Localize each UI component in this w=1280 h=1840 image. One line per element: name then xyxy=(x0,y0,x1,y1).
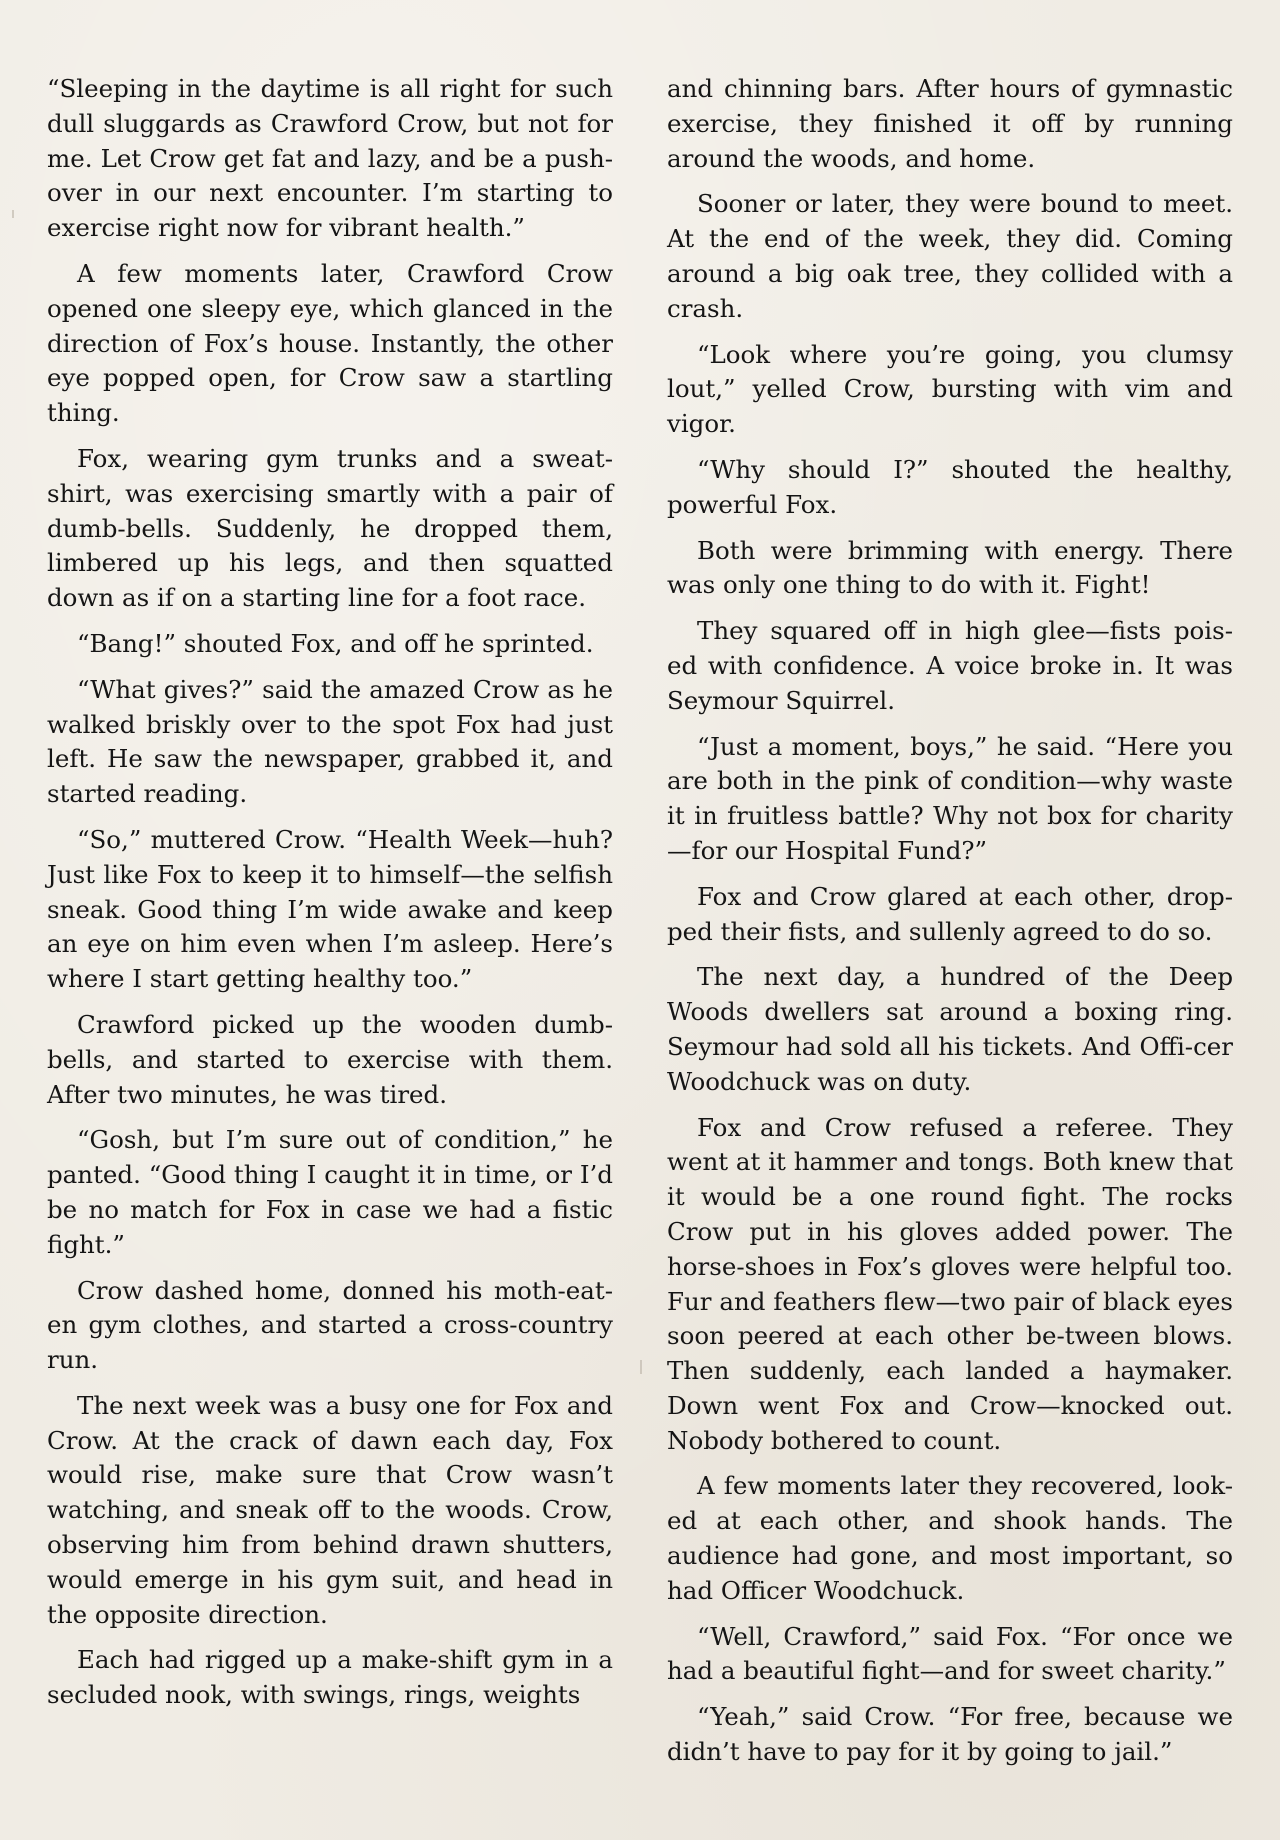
paragraph: “Gosh, but I’m sure out of condition,” he panted. “Good thing I caught it in time, or I’d be no match for Fox in case we had a fistic fight.” xyxy=(47,1125,613,1259)
paragraph: Crawford picked up the wooden dumb-bells, and started to exercise with them. After two minutes, he was tired. xyxy=(47,1009,613,1109)
paragraph: Crow dashed home, donned his moth-eat-en gym clothes, and started a cross-country run. xyxy=(47,1275,613,1375)
paragraph: Both were brimming with energy. There was only one thing to do with it. Fight! xyxy=(667,535,1233,600)
paragraph: A few moments later they recovered, look-ed at each other, and shook hands. The audience had gone, and most important, so had Officer Woodchuck. xyxy=(667,1471,1233,1605)
right-text-column xyxy=(667,72,1233,1781)
paragraph: “So,” muttered Crow. “Health Week—huh? Just like Fox to keep it to himself—the selfish sneak. Good thing I’m wide awake and keep an eye on him even when I’m asleep. Here’s where I start getting healthy too.” xyxy=(47,824,613,994)
paragraph: They squared off in high glee—fists pois-ed with confidence. A voice broke in. It was Seymour Squirrel. xyxy=(667,616,1233,715)
print-speck xyxy=(640,1360,642,1374)
paragraph: “Look where you’re going, you clumsy lout,” yelled Crow, bursting with vim and vigor. xyxy=(667,339,1233,439)
paragraph: Fox, wearing gym trunks and a sweat-shirt, was exercising smartly with a pair of dumb-bells. Suddenly, he dropped them, limbered up his legs, and then squatted down as if on a starting line for a foot race. xyxy=(47,443,613,613)
paragraph: The next day, a hundred of the Deep Woods dwellers sat around a boxing ring. Seymour had sold all his tickets. And Offi-cer Woodchuck was on duty. xyxy=(667,962,1233,1096)
paragraph: “Just a moment, boys,” he said. “Here you are both in the pink of condition—why waste it in fruitless battle? Why not box for charity—for our Hospital Fund?” xyxy=(667,731,1233,865)
paragraph: “Why should I?” shouted the healthy, powerful Fox. xyxy=(667,454,1233,519)
paragraph: Sooner or later, they were bound to meet. At the end of the week, they did. Coming around a big oak tree, they collided with a crash. xyxy=(667,189,1233,323)
paragraph: “Sleeping in the daytime is all right for such dull sluggards as Crawford Crow, but not for me. Let Crow get fat and lazy, and be a push-over in our next encounter. I’m starting to exercise right now for vibrant health.” xyxy=(47,74,613,243)
paragraph: The next week was a busy one for Fox and Crow. At the crack of dawn each day, Fox would rise, make sure that Crow wasn’t watching, and sneak off to the woods. Crow, observing him from behind drawn shutters, would emerge in his gym suit, and head in the opposite direction. xyxy=(47,1390,613,1629)
paragraph: Each had rigged up a make-shift gym in a secluded nook, with swings, rings, weights xyxy=(47,1645,613,1710)
paragraph: “Yeah,” said Crow. “For free, because we didn’t have to pay for it by going to jail.” xyxy=(667,1702,1233,1767)
paragraph: “Well, Crawford,” said Fox. “For once we had a beautiful fight—and for sweet charity.” xyxy=(667,1621,1233,1686)
paragraph: Fox and Crow glared at each other, drop-ped their fists, and sullenly agreed to do so. xyxy=(667,881,1233,946)
paragraph: and chinning bars. After hours of gymnastic exercise, they finished it off by running around the woods, and home. xyxy=(667,74,1233,173)
paragraph: “What gives?” said the amazed Crow as he walked briskly over to the spot Fox had just left. He saw the newspaper, grabbed it, and started reading. xyxy=(47,674,613,809)
left-text-column xyxy=(47,72,613,1724)
paragraph: Fox and Crow refused a referee. They went at it hammer and tongs. Both knew that it would be a one round fight. The rocks Crow put in his gloves added power. The horse-shoes in Fox’s gloves were helpful too. Fur and feathers flew—two pair of black eyes soon peered at each other be-tween blows. Then suddenly, each landed a haymaker. Down went Fox and Crow—knocked out. Nobody bothered to count. xyxy=(667,1112,1233,1455)
print-speck xyxy=(12,210,14,218)
paragraph: “Bang!” shouted Fox, and off he sprinted. xyxy=(77,628,594,658)
paragraph: A few moments later, Crawford Crow opened one sleepy eye, which glanced in the direction of Fox’s house. Instantly, the other eye popped open, for Crow saw a startling thing. xyxy=(47,258,613,428)
